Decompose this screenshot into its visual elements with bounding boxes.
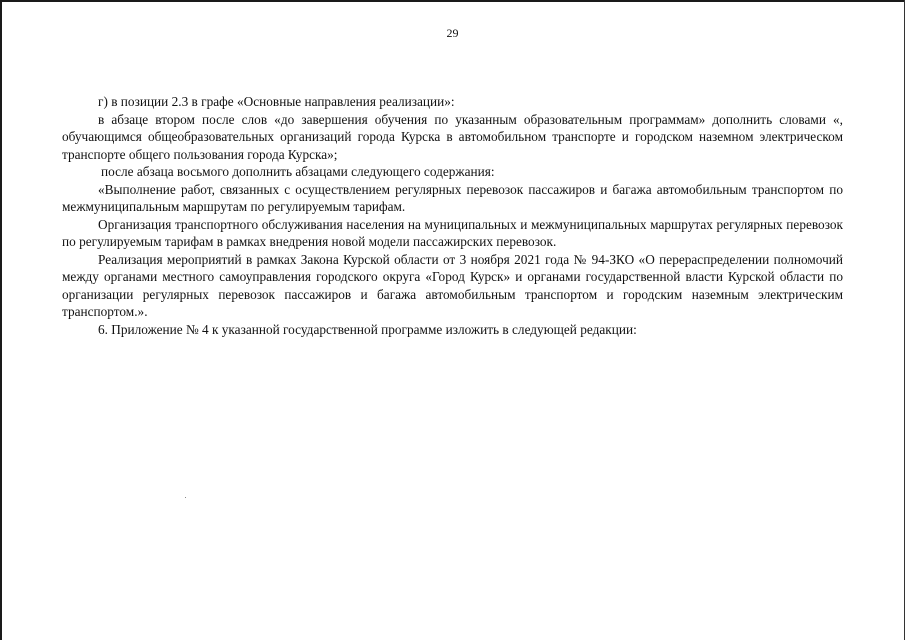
paragraph-eighth-abzac: после абзаца восьмого дополнить абзацами следующего содержания: — [101, 164, 495, 179]
scan-edge-top — [0, 0, 905, 2]
scan-edge-left — [0, 0, 2, 640]
paragraph-transport-organization: Организация транспортного обслуживания населения на муниципальных и межмуниципальных маршрутах регулярных перевозок по регулируемым тарифам в рамках внедрения новой модели пассажирских перевозок. — [62, 216, 843, 249]
paragraph-second-abzac: в абзаце втором после слов «до завершения обучения по указанным образовательным программам» дополнить словами «, обучающимся общеобразовательных организаций города Курска в автомобильном транспорте и городском наземном электрическом транспорте общего пользования города Курска»; — [62, 111, 843, 162]
document-body — [62, 93, 843, 338]
paragraph-item-g: г) в позиции 2.3 в графе «Основные направления реализации»: — [98, 94, 455, 109]
page-number: 29 — [446, 26, 459, 40]
paragraph-appendix-4: 6. Приложение № 4 к указанной государственной программе изложить в следующей редакции: — [98, 321, 637, 337]
paragraph-law-implementation: Реализация мероприятий в рамках Закона Курской области от 3 ноября 2021 года № 94-ЗКО «О перераспределении полномочий между органами местного самоуправления городского округа «Город Курск» и органами государственной власти Курской области по организации регулярных перевозок пассажиров и багажа автомобильным транспортом и городским наземным электрическим транспортом.». — [62, 251, 843, 319]
paragraph-quoted-works: «Выполнение работ, связанных с осуществлением регулярных перевозок пассажиров и багажа автомобильным транспортом по межмуниципальным маршрутам по регулируемым тарифам. — [62, 181, 843, 214]
scan-speck — [185, 497, 186, 498]
